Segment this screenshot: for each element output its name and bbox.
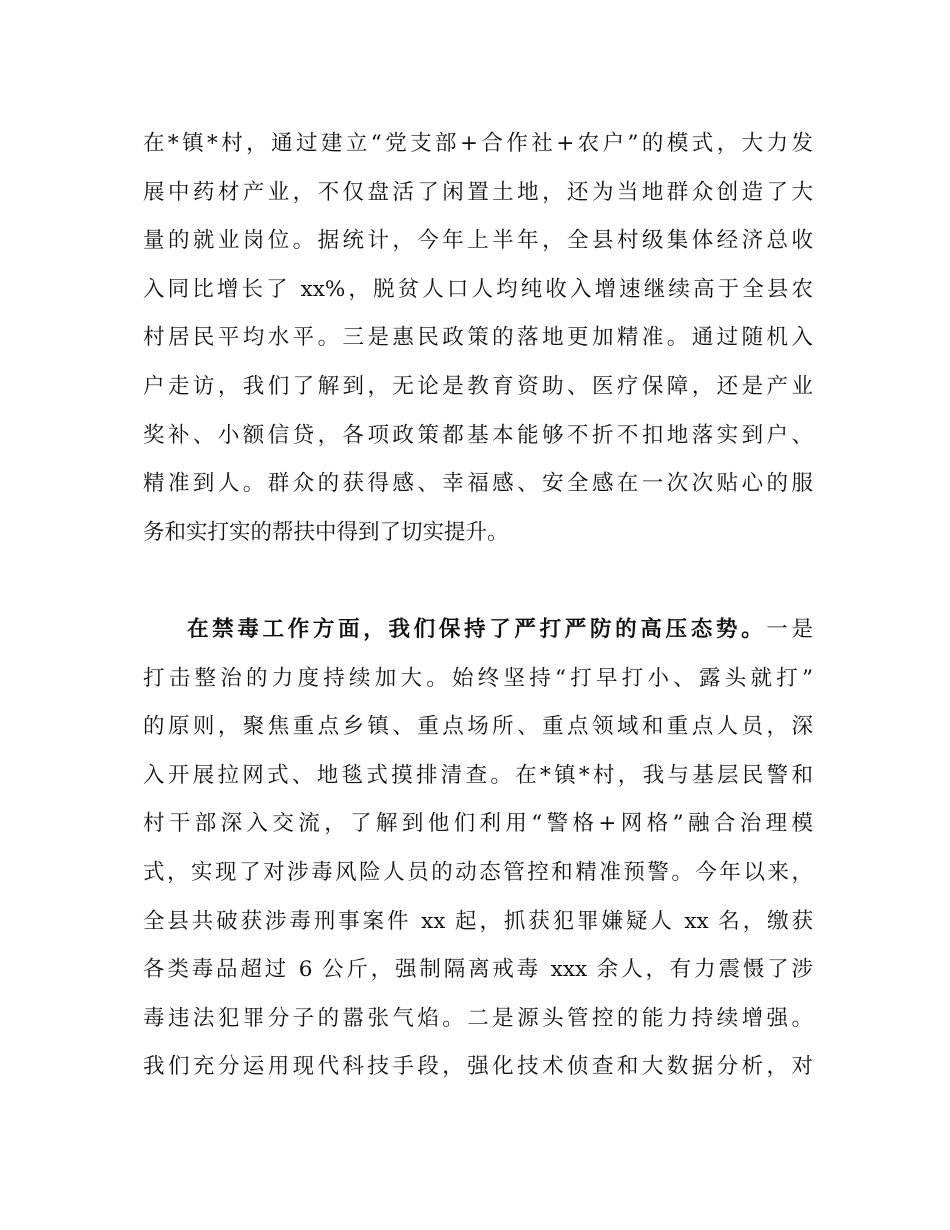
paragraph-2-line: 村干部深入交流，了解到他们利用“警格+网格”融合治理模 bbox=[143, 811, 813, 837]
paragraph-1-line: 量的就业岗位。据统计，今年上半年，全县村级集体经济总收 bbox=[143, 228, 813, 254]
paragraph-1-line: 奖补、小额信贷，各项政策都基本能够不折不扣地落实到户、 bbox=[143, 422, 813, 448]
paragraph-2-line: 式，实现了对涉毒风险人员的动态管控和精准预警。今年以来， bbox=[143, 859, 813, 885]
paragraph-2-heading: 在禁毒工作方面，我们保持了严打严防的高压态势。 bbox=[187, 616, 767, 642]
paragraph-2-line: 各类毒品超过 6 公斤，强制隔离戒毒 xxx 余人，有力震慑了涉 bbox=[143, 957, 813, 983]
paragraph-2-line: 我们充分运用现代科技手段，强化技术侦查和大数据分析，对 bbox=[143, 1054, 813, 1080]
paragraph-1-line: 在*镇*村，通过建立“党支部+合作社+农户”的模式，大力发 bbox=[143, 131, 813, 156]
paragraph-1 bbox=[143, 120, 813, 557]
paragraph-2-line: 全县共破获涉毒刑事案件 xx 起，抓获犯罪嫌疑人 xx 名，缴获 bbox=[143, 908, 813, 934]
paragraph-2-first-line-rest: 一是 bbox=[766, 616, 813, 642]
paragraph-1-line: 村居民平均水平。三是惠民政策的落地更加精准。通过随机入 bbox=[143, 325, 813, 351]
paragraph-2-line: 入开展拉网式、地毯式摸排清查。在*镇*村，我与基层民警和 bbox=[143, 762, 813, 788]
paragraph-2 bbox=[143, 606, 813, 1092]
paragraph-2-line: 的原则，聚焦重点乡镇、重点场所、重点领域和重点人员，深 bbox=[143, 714, 813, 740]
paragraph-1-line: 入同比增长了 xx%，脱贫人口人均纯收入增速继续高于全县农 bbox=[143, 276, 813, 302]
paragraph-spacer bbox=[143, 557, 813, 606]
paragraph-1-line: 户走访，我们了解到，无论是教育资助、医疗保障，还是产业 bbox=[143, 373, 813, 399]
paragraph-1-line: 务和实打实的帮扶中得到了切实提升。 bbox=[143, 519, 509, 545]
paragraph-2-line: 打击整治的力度持续加大。始终坚持“打早打小、露头就打” bbox=[143, 665, 813, 691]
paragraph-2-first-line bbox=[143, 606, 813, 655]
document-page bbox=[143, 120, 813, 1092]
paragraph-1-line: 展中药材产业，不仅盘活了闲置土地，还为当地群众创造了大 bbox=[143, 179, 813, 205]
paragraph-2-line: 毒违法犯罪分子的嚣张气焰。二是源头管控的能力持续增强。 bbox=[143, 1005, 813, 1031]
paragraph-1-line: 精准到人。群众的获得感、幸福感、安全感在一次次贴心的服 bbox=[143, 471, 813, 497]
